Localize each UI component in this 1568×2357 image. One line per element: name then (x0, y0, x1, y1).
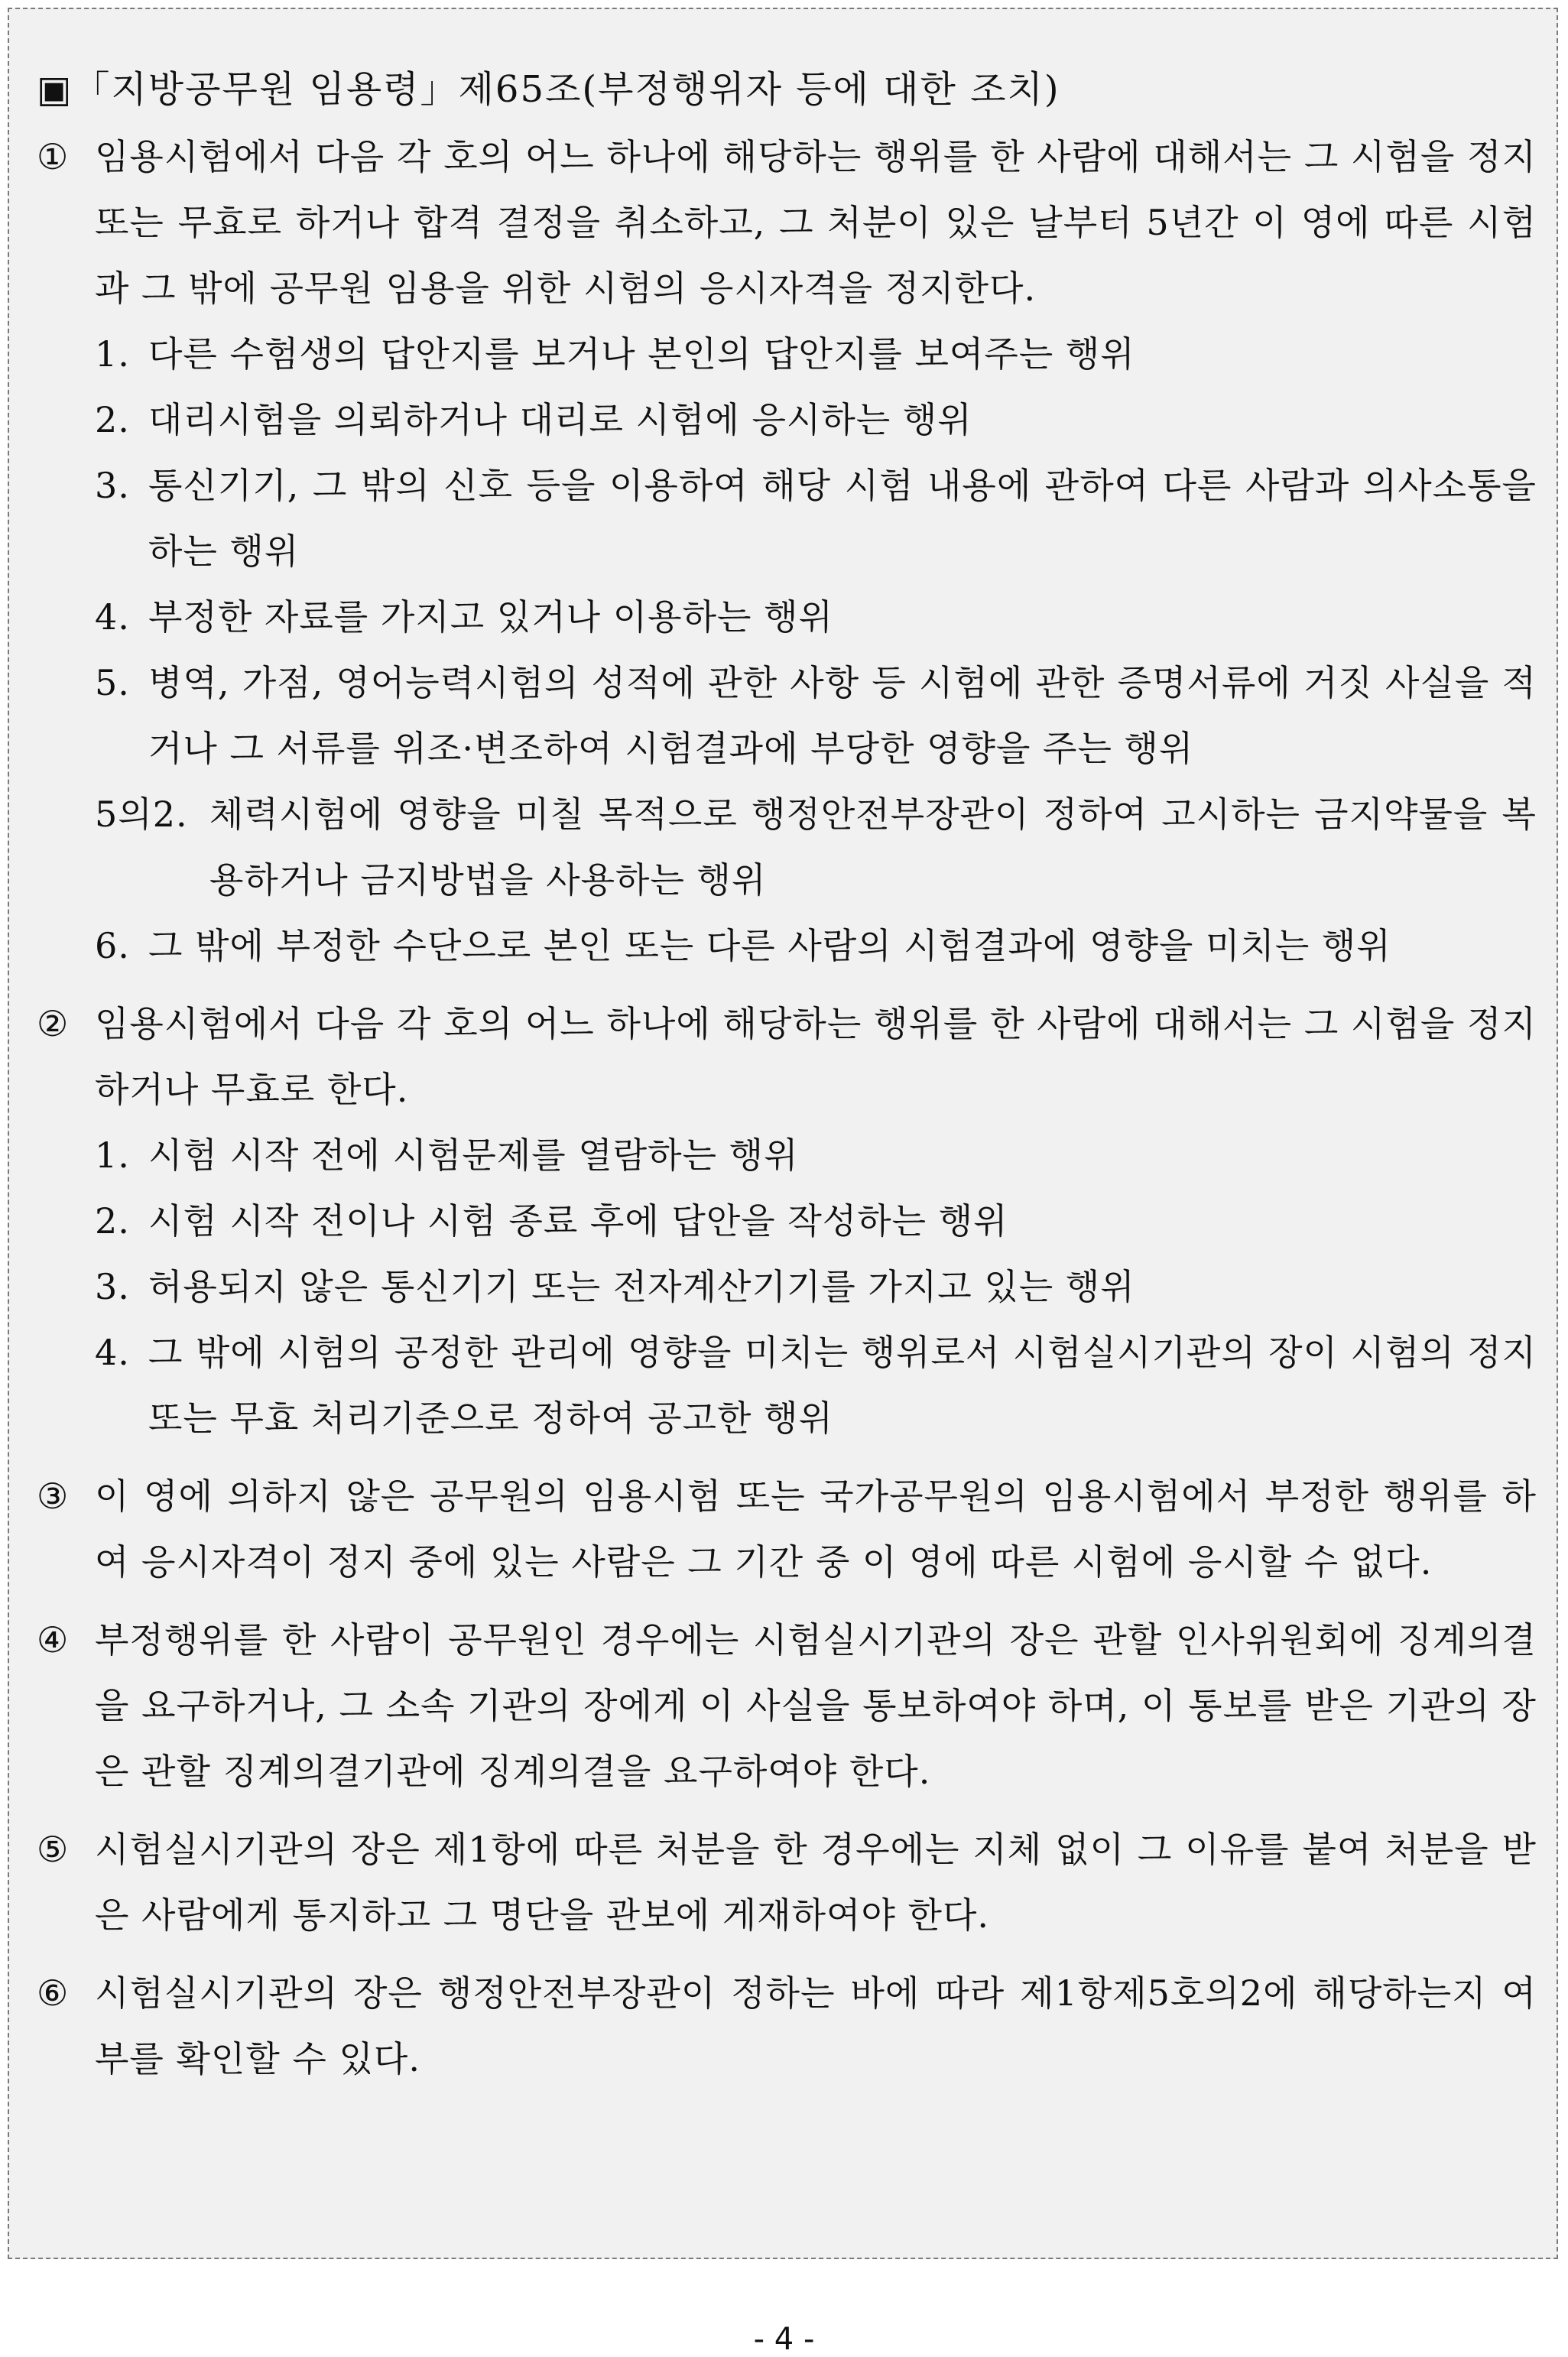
item-text: 시험 시작 전에 시험문제를 열람하는 행위 (148, 1135, 799, 1176)
paragraph-5 (37, 1816, 1537, 1948)
item-text: 부정한 자료를 가지고 있거나 이용하는 행위 (148, 596, 833, 638)
list-item (95, 781, 1537, 913)
item-text: 대리시험을 의뢰하거나 대리로 시험에 응시하는 행위 (148, 399, 972, 440)
paragraph-number: ⑥ (37, 1972, 69, 2014)
list-item (95, 1320, 1537, 1451)
item-number: 5의2. (95, 794, 188, 835)
item-text: 그 밖에 시험의 공정한 관리에 영향을 미치는 행위로서 시험실시기관의 장이 시험의 정지 또는 무효 처리기준으로 정하여 공고한 행위 (148, 1332, 1537, 1439)
item-text: 그 밖에 부정한 수단으로 본인 또는 다른 사람의 시험결과에 영향을 미치는 행위 (148, 925, 1391, 966)
list-item (95, 321, 1537, 387)
item-number: 2. (95, 1200, 130, 1242)
item-text: 병역, 가점, 영어능력시험의 성적에 관한 사항 등 시험에 관한 증명서류에 거짓 사실을 적거나 그 서류를 위조·변조하여 시험결과에 부당한 영향을 주는 행위 (148, 662, 1537, 769)
item-number: 4. (95, 1332, 130, 1373)
item-text: 다른 수험생의 답안지를 보거나 본인의 답안지를 보여주는 행위 (148, 333, 1135, 375)
paragraph-1-items (95, 321, 1537, 979)
paragraph-number: ③ (37, 1476, 69, 1517)
list-item (95, 1122, 1537, 1188)
item-number: 1. (95, 1135, 130, 1176)
item-text: 통신기기, 그 밖의 신호 등을 이용하여 해당 시험 내용에 관하여 다른 사람과 의사소통을 하는 행위 (148, 465, 1537, 572)
paragraph-3 (37, 1463, 1537, 1595)
paragraph-4 (37, 1607, 1537, 1804)
article-box (8, 8, 1558, 2259)
paragraph-2-items (95, 1122, 1537, 1451)
paragraph-text: 부정행위를 한 사람이 공무원인 경우에는 시험실시기관의 장은 관할 인사위원회에 징계의결을 요구하거나, 그 소속 기관의 장에게 이 사실을 통보하여야 하며, 이 통보를 받은 기관의 장은 관할 징계의결기관에 징계의결을 요구하여야 한다. (95, 1619, 1537, 1792)
item-number: 6. (95, 925, 130, 966)
list-item (95, 453, 1537, 584)
paragraph-2 (37, 991, 1537, 1122)
paragraph-number: ① (37, 136, 69, 177)
article-content (37, 54, 1537, 2092)
item-number: 4. (95, 596, 130, 638)
list-item (95, 913, 1537, 979)
list-item (95, 650, 1537, 781)
paragraph-text: 이 영에 의하지 않은 공무원의 임용시험 또는 국가공무원의 임용시험에서 부정한 행위를 하여 응시자격이 정지 중에 있는 사람은 그 기간 중 이 영에 따른 시험에 응시할 수 없다. (95, 1476, 1537, 1583)
list-item (95, 584, 1537, 650)
paragraph-text: 임용시험에서 다음 각 호의 어느 하나에 해당하는 행위를 한 사람에 대해서는 그 시험을 정지하거나 무효로 한다. (95, 1003, 1537, 1110)
paragraph-number: ⑤ (37, 1829, 69, 1870)
paragraph-number: ② (37, 1003, 69, 1044)
paragraph-text: 임용시험에서 다음 각 호의 어느 하나에 해당하는 행위를 한 사람에 대해서는 그 시험을 정지 또는 무효로 하거나 합격 결정을 취소하고, 그 처분이 있은 날부터 5년간 이 영에 따른 시험과 그 밖에 공무원 임용을 위한 시험의 응시자격을 정지한다. (95, 136, 1537, 309)
item-text: 허용되지 않은 통신기기 또는 전자계산기기를 가지고 있는 행위 (148, 1266, 1135, 1307)
article-title: ▣「지방공무원 임용령」제65조(부정행위자 등에 대한 조치) (37, 68, 1060, 111)
item-number: 2. (95, 399, 130, 440)
list-item (95, 1254, 1537, 1320)
list-item (95, 387, 1537, 453)
item-number: 3. (95, 465, 130, 506)
paragraph-6 (37, 1960, 1537, 2092)
item-number: 1. (95, 333, 130, 375)
paragraph-1 (37, 124, 1537, 321)
paragraph-text: 시험실시기관의 장은 행정안전부장관이 정하는 바에 따라 제1항제5호의2에 해당하는지 여부를 확인할 수 있다. (95, 1972, 1537, 2079)
page-number: - 4 - (753, 2322, 815, 2357)
item-text: 시험 시작 전이나 시험 종료 후에 답안을 작성하는 행위 (148, 1200, 1008, 1242)
paragraph-text: 시험실시기관의 장은 제1항에 따른 처분을 한 경우에는 지체 없이 그 이유를 붙여 처분을 받은 사람에게 통지하고 그 명단을 관보에 게재하여야 한다. (95, 1829, 1537, 1936)
item-text: 체력시험에 영향을 미칠 목적으로 행정안전부장관이 정하여 고시하는 금지약물을 복용하거나 금지방법을 사용하는 행위 (209, 794, 1537, 901)
item-number: 3. (95, 1266, 130, 1307)
list-item (95, 1188, 1537, 1254)
item-number: 5. (95, 662, 130, 703)
paragraph-number: ④ (37, 1619, 69, 1661)
